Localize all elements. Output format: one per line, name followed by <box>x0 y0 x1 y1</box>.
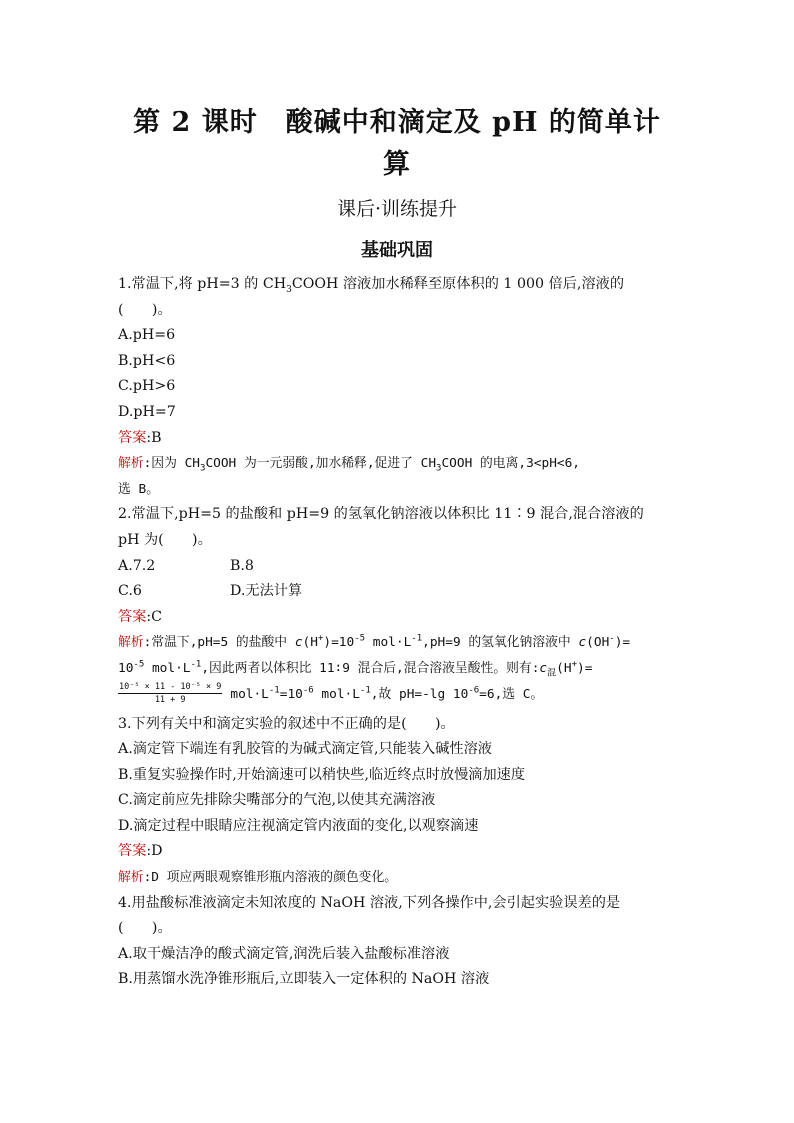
q1-option-c: C.pH>6 <box>118 378 176 395</box>
q1-explanation-cont: 选 B。 <box>118 481 160 497</box>
q3-option-a: A.滴定管下端连有乳胶管的为碱式滴定管,只能装入碱性溶液 <box>118 741 492 758</box>
q2-explanation: 解析:常温下,pH=5 的盐酸中 $c(H^+)=10^{-5}$ $mol\cdot L^{-1},pH=9$ 的氢氧化钠溶液中 c(OH-)= <box>118 634 631 651</box>
q2-options-row-1: A.7.2 B.8 <box>118 557 254 574</box>
fraction-numerator: 10⁻⁵ × 11 - 10⁻⁵ × 9 <box>119 682 222 692</box>
page-title-line-2: 算 <box>383 149 411 180</box>
q2-stem-cont: pH 为( )。 <box>118 531 212 548</box>
section-heading: 基础巩固 <box>361 240 433 261</box>
q2-explanation-cont: $10^{-5}$ $mol\cdot L^{-1}$,因此两者以体积比 11∶9 混合后,混合溶液呈酸性。则有$:c_混(H^+)=$ <box>118 659 593 679</box>
q1-explanation: 解析:因为 $CH_3COOH$ 为一元弱酸,加水稀释,促进了 $CH_3COOH$ 的电离,3<pH<6, <box>118 456 581 474</box>
q3-option-d: D.滴定过程中眼睛应注视滴定管内液面的变化,以观察滴速 <box>118 817 479 834</box>
q1-option-b: B.pH<6 <box>118 352 176 369</box>
q3-stem: 3.下列有关中和滴定实验的叙述中不正确的是( )。 <box>118 715 455 732</box>
q4-stem: 4.用盐酸标准液滴定未知浓度的 NaOH 溶液,下列各操作中,会引起实验误差的是 <box>118 894 621 911</box>
q3-explanation: 解析:D 项应两眼观察锥形瓶内溶液的颜色变化。 <box>118 870 398 886</box>
q3-option-c: C.滴定前应先排除尖嘴部分的气泡,以使其充满溶液 <box>118 792 436 809</box>
exercise-content <box>118 272 678 993</box>
q2-options-row-2: C.6 D.无法计算 <box>118 583 303 600</box>
q1-option-d: D.pH=7 <box>118 403 176 420</box>
q3-option-b: B.重复实验操作时,开始滴速可以稍快些,临近终点时放慢滴加速度 <box>118 766 526 783</box>
q1-stem-cont: ( )。 <box>118 301 172 318</box>
q2-answer: 答案:C <box>118 608 163 625</box>
q1-answer: 答案:B <box>118 429 162 446</box>
q4-option-b: B.用蒸馏水洗净锥形瓶后,立即装入一定体积的 NaOH 溶液 <box>118 971 490 988</box>
fraction-denominator: 11 + 9 <box>154 695 186 705</box>
q4-stem-cont: ( )。 <box>118 920 172 937</box>
page-subtitle: 课后·训练提升 <box>336 198 458 220</box>
page-title-line-1: 第 2 课时 酸碱中和滴定及 pH 的简单计 <box>133 107 661 138</box>
q1-option-a: A.pH=6 <box>118 327 176 344</box>
q4-option-a: A.取干燥洁净的酸式滴定管,润洗后装入盐酸标准溶液 <box>118 945 450 962</box>
q3-answer: 答案:D <box>118 843 163 860</box>
fraction <box>118 682 222 706</box>
q2-explanation-formula: $\frac{\text{10⁻⁵ × 11 - 10⁻⁵ × 9}}{11 + 9}$ $mol\cdot L^{-1}=10^{-6}$ $mol\cdot L^{-1}$,故 pH=-lg $10^{-6}=6$,选 C。 <box>119 682 544 705</box>
q2-stem: 2.常温下,pH=5 的盐酸和 pH=9 的氢氧化钠溶液以体积比 11∶9 混合,混合溶液的 <box>118 506 644 523</box>
q1-stem: 1.常温下,将 pH=3 的 $CH_3COOH$ 溶液加水稀释至原体积的 1 000 倍后,溶液的 <box>118 276 625 295</box>
